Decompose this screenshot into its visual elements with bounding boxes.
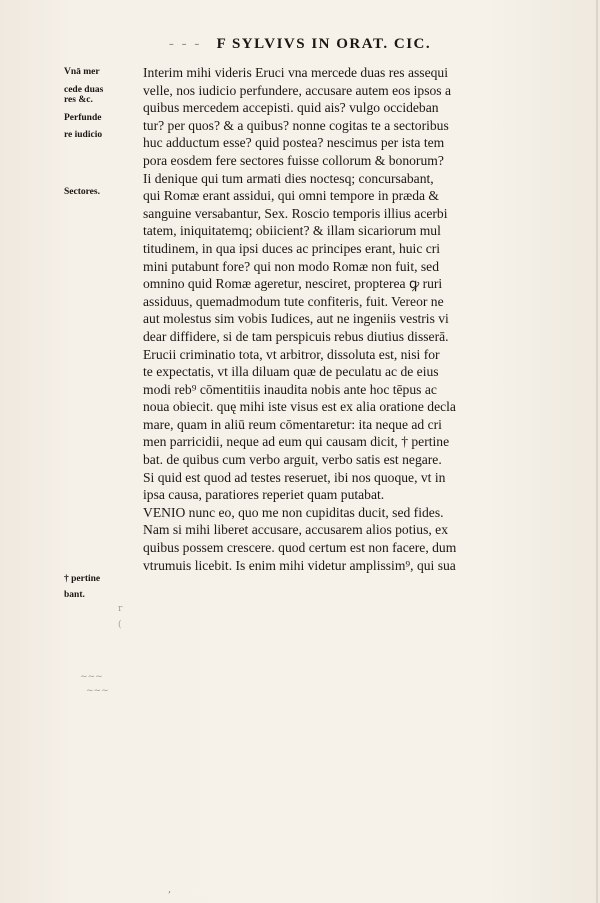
text-line: qui Romæ erant assidui, qui omni tempore in præda & — [143, 188, 440, 204]
text-line: Interim mihi videris Eruci vna mercede duas res assequi — [143, 65, 449, 80]
text-line: vtrumuis licebit. Is enim mihi videtur amplissim⁹, qui sua — [143, 557, 456, 573]
text-line: ipsa causa, paratiores reperiet quam putabat. — [143, 487, 385, 503]
margin-note: res &c. — [64, 95, 93, 106]
text-line: modi reb⁹ cōmentitiis inaudita nobis ante hoc tēpus ac — [143, 381, 437, 397]
page-edge — [596, 0, 598, 903]
text-line: te expectatis, vt illa diluam quæ de peculatu ac de eius — [143, 364, 439, 380]
text-line: bat. de quibus cum verbo arguit, verbo satis est negare. — [143, 452, 442, 468]
text-line: Erucii criminatio tota, vt arbitror, dissoluta est, nisi for — [143, 346, 440, 362]
text-line: sanguine versabantur, Sex. Roscio temporis illius acerbi — [143, 205, 448, 221]
margin-note: Sectores. — [64, 186, 100, 197]
margin-note: re iudicio — [64, 130, 103, 141]
text-line: aut molestus sim vobis Iudices, aut ne ingeniis vestris vi — [143, 311, 449, 327]
margin-mark: ( — [118, 620, 122, 630]
text-line: dear diffidere, si de tam perspicuis rebus diutius disserā. — [143, 328, 449, 344]
text-line: mini putabunt fore? qui non modo Romæ non fuit, sed — [143, 258, 440, 274]
text-line: men parricidii, neque ad eum qui causam dicit, † pertine — [143, 434, 450, 450]
margin-note: Vnā mer — [64, 67, 100, 77]
margin-note: Perfunde — [64, 112, 102, 123]
text-line: mare, quam in aliū reum cōmentaretur: ita neque ad cri — [143, 416, 442, 432]
margin-note: cede duas — [64, 84, 104, 95]
running-title: F SYLVIVS IN ORAT. CIC. — [216, 36, 432, 52]
text-line: quibus possem crescere. quod certum est non facere, dum — [143, 540, 457, 556]
margin-scribble: ~~~ — [80, 672, 103, 682]
text-line: Ii denique qui tum armati dies noctesq; concursabant, — [143, 170, 434, 186]
body-text — [143, 64, 593, 574]
text-line: huc adductum esse? quid postea? nescimus per ista tem — [143, 135, 445, 151]
text-line: quibus mercedem accepisti. quid ais? vulgo occideban — [143, 100, 439, 116]
text-line: VENIO nunc eo, quo me non cupiditas ducit, sed fides. — [143, 504, 444, 520]
text-line: Nam si mihi liberet accusare, accusarem alios potius, ex — [143, 522, 448, 538]
text-line: pora eosdem fere sectores fuisse collorum & bonorum? — [143, 152, 444, 168]
margin-note: bant. — [64, 589, 85, 600]
text-line: Si quid est quod ad testes reseruet, ibi nos quoque, vt in — [143, 469, 446, 485]
margin-mark: r — [118, 604, 123, 614]
margin-note: † pertine — [64, 573, 101, 584]
text-line: noua obiecit. quę mihi iste visus est ex alia oratione decla — [143, 399, 456, 415]
text-line: titudinem, in qua ipsi duces ac principes erant, huic cri — [143, 240, 441, 256]
bottom-mark: , — [168, 884, 172, 895]
running-header — [0, 36, 600, 53]
text-line: velle, nos iudicio perfundere, accusare autem eos ipsos a — [143, 82, 452, 98]
header-ornament: - - - — [168, 36, 202, 52]
margin-scribble: ~~~ — [86, 686, 109, 696]
text-line: assiduus, quemadmodum tute confiteris, fuit. Vereor ne — [143, 293, 444, 309]
text-line: tatem, iniquitatemq; obiicient? & illam sicariorum mul — [143, 223, 441, 239]
text-line: tur? per quos? & a quibus? nonne cogitas te a sectoribus — [143, 117, 449, 133]
text-line: omnino quid Romæ ageretur, nesciret, propterea ꝙ ruri — [143, 276, 443, 292]
